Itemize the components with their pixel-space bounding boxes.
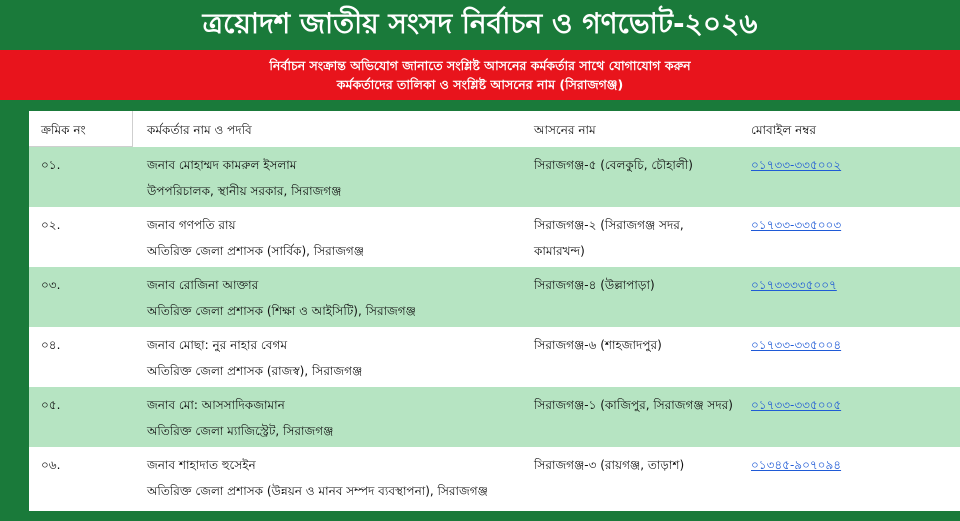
table-row — [29, 207, 960, 267]
table-header-row — [29, 111, 960, 147]
officer-name: জনাব মো: আসসাদিকজামান — [147, 398, 285, 412]
table-row — [29, 327, 960, 387]
notice-banner — [0, 50, 960, 100]
row-serial: ০৫. — [41, 398, 61, 412]
officer-designation: অতিরিক্ত জেলা প্রশাসক (শিক্ষা ও আইসিটি), সিরাজগঞ্জ — [147, 304, 416, 318]
row-serial: ০৩. — [41, 278, 61, 292]
mobile-link[interactable]: ০১৩৪৫-৯০৭০৯৪ — [751, 458, 842, 472]
officer-name: জনাব শাহাদাত হুসেইন — [147, 458, 256, 472]
officer-designation: অতিরিক্ত জেলা প্রশাসক (সার্বিক), সিরাজগঞ্জ — [147, 244, 365, 258]
seat-name: সিরাজগঞ্জ-৩ (রায়গঞ্জ, তাড়াশ) — [534, 458, 685, 472]
banner-line-1: নির্বাচন সংক্রান্ত অভিযোগ জানাতে সংশ্লিষ্ট আসনের কর্মকর্তার সাথে যোগাযোগ করুন — [269, 58, 691, 73]
mobile-link[interactable]: ০১৭৩৩-৩৩৫০০৩ — [751, 218, 842, 232]
officer-designation: উপপরিচালক, স্থানীয় সরকার, সিরাজগঞ্জ — [147, 184, 342, 198]
officer-designation: অতিরিক্ত জেলা প্রশাসক (উন্নয়ন ও মানব সম্পদ ব্যবস্থাপনা), সিরাজগঞ্জ — [147, 484, 488, 498]
seat-name: সিরাজগঞ্জ-২ (সিরাজগঞ্জ সদর, — [534, 218, 684, 232]
seat-name: সিরাজগঞ্জ-৪ (উল্লাপাড়া) — [534, 278, 655, 292]
seat-name: সিরাজগঞ্জ-১ (কাজিপুর, সিরাজগঞ্জ সদর) — [534, 398, 733, 412]
seat-name-cont: কামারখন্দ) — [534, 244, 585, 258]
page-title: ত্রয়োদশ জাতীয় সংসদ নির্বাচন ও গণভোট-২০২৬ — [202, 6, 758, 40]
header-mobile: মোবাইল নম্বর — [751, 123, 817, 137]
row-serial: ০৬. — [41, 458, 61, 472]
banner-line-2: কর্মকর্তাদের তালিকা ও সংশ্লিষ্ট আসনের নাম (সিরাজগঞ্জ) — [336, 77, 624, 92]
officer-name: জনাব মোহাম্মদ কামরুল ইসলাম — [147, 158, 297, 172]
mobile-link[interactable]: ০১৭৩৩৩৩৫০০৭ — [751, 278, 837, 292]
header-seat: আসনের নাম — [534, 123, 596, 137]
officer-designation: অতিরিক্ত জেলা ম্যাজিস্ট্রেট, সিরাজগঞ্জ — [147, 424, 334, 438]
table-row — [29, 387, 960, 447]
officer-name: জনাব রোজিনা আক্তার — [147, 278, 259, 292]
officers-table — [29, 111, 960, 511]
officer-designation: অতিরিক্ত জেলা প্রশাসক (রাজস্ব), সিরাজগঞ্জ — [147, 364, 363, 378]
officer-name: জনাব গণপতি রায় — [147, 218, 236, 232]
header-serial: ক্রমিক নং — [29, 111, 133, 147]
table-row — [29, 447, 960, 511]
mobile-link[interactable]: ০১৭৩৩-৩৩৫০০৫ — [751, 398, 842, 412]
row-serial: ০১. — [41, 158, 61, 172]
officer-name: জনাব মোছা: নুর নাহার বেগম — [147, 338, 287, 352]
row-serial: ০৪. — [41, 338, 61, 352]
table-row — [29, 267, 960, 327]
mobile-link[interactable]: ০১৭৩৩-৩৩৫০০২ — [751, 158, 842, 172]
header-officer: কর্মকর্তার নাম ও পদবি — [147, 123, 252, 137]
seat-name: সিরাজগঞ্জ-৬ (শাহজাদপুর) — [534, 338, 662, 352]
mobile-link[interactable]: ০১৭৩৩-৩৩৫০০৪ — [751, 338, 842, 352]
seat-name: সিরাজগঞ্জ-৫ (বেলকুচি, চৌহালী) — [534, 158, 693, 172]
table-row — [29, 147, 960, 207]
row-serial: ০২. — [41, 218, 61, 232]
